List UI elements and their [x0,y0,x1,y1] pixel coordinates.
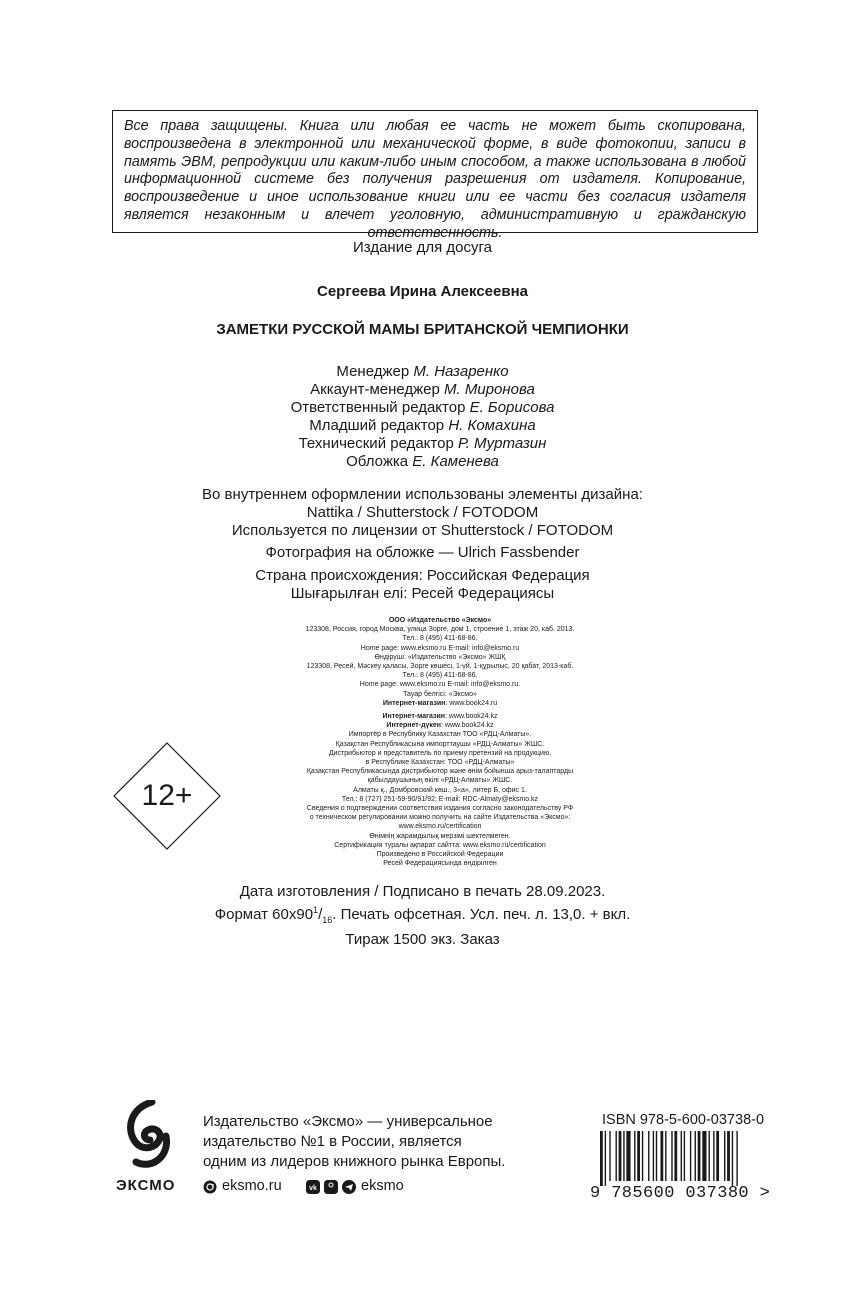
origin [0,567,845,603]
info-line: қабылдаушының өкілі «РДЦ-Алматы» ЖШС. [367,777,513,785]
barcode-bar [674,1131,677,1181]
publisher-name: ООО «Издательство «Эксмо» [388,617,492,624]
barcode-bar [732,1131,733,1186]
brand-name: ЭКСМО [116,1177,176,1194]
barcode-bar [698,1131,701,1181]
book-title: ЗАМЕТКИ РУССКОЙ МАМЫ БРИТАНСКОЙ ЧЕМПИОНКИ [216,321,629,338]
barcode-bar [665,1131,666,1181]
info-line: www.eksmo.ru/certification [398,823,482,831]
info-line: Алматы қ., Домбровский көш., 3«а», литер Б, офис 1. [353,786,527,794]
barcode-bar [695,1131,696,1181]
info-line: Тауар белгісі: «Эксмо» [403,690,477,698]
publisher-description [203,1112,505,1172]
description-line: Издательство «Эксмо» — универсальное [203,1113,493,1130]
info-line: Өндіруші: «Издательство «Эксмо» ЖШҚ [374,653,506,661]
description-line: одним из лидеров книжного рынка Европы. [203,1153,506,1170]
info-line: Произведено в Российской Федерации [376,851,504,859]
credit-line: Обложка Е. Каменева [346,453,499,470]
info-line: 123308, Россия, город Москва, улица Зорге, дом 1, строение 1, этаж 20, каб. 2013. [305,626,575,634]
info-line: 123308, Ресей, Мәскеу қаласы, Зорге көшесі, 1-үй, 1-құрылыс, 20 қабат, 2013-каб. [306,663,574,671]
barcode-bar [724,1131,725,1181]
barcode-bar [653,1131,654,1181]
credit-line: Младший редактор Н. Комахина [309,417,536,434]
svg-text:vk: vk [309,1185,317,1192]
barcode-bar [727,1131,730,1181]
eksmo-logo-icon [122,1100,174,1172]
print-date: Дата изготовления / Подписано в печать 28.09.2023. [239,883,606,900]
info-line: Сертификация туралы ақпарат сайтта: www.eksmo.ru/certification [334,841,546,849]
credit-line: Технический редактор Р. Муртазин [298,435,547,452]
info-line: Дистрибьютор и представитель по приему претензий на продукцию, [328,749,552,757]
barcode-bar [609,1131,610,1181]
info-line: Home page: www.eksmo.ru E-mail: info@eksmo.ru [360,644,520,652]
shop-kz2: Интернет-дүкен: www.book24.kz [386,722,494,730]
info-line: Өнімнің жарамдылық мерзімі шектелмеген. [369,832,511,840]
edition-type: Издание для досуга [353,239,492,256]
globe-icon [203,1180,217,1194]
credit-line: Аккаунт-менеджер М. Миронова [310,381,535,398]
design-credits [0,486,845,540]
shop-ru: Интернет-магазин: www.book24.ru [382,699,498,707]
info-line: Тел.: 8 (727) 251-59-90/91/92; E-mail: RDC-Almaty@eksmo.kz [341,795,539,803]
barcode-bar [736,1131,737,1186]
info-line: Импортёр в Республику Казахстан ТОО «РДЦ-Алматы». [348,731,532,739]
barcode-bar [671,1131,672,1181]
design-line: Nattika / Shutterstock / FOTODOM [306,504,539,521]
design-line: Используется по лицензии от Shutterstock / FOTODOM [231,522,614,539]
info-line: Қазақстан Республикасына импорттаушы «РДЦ-Алматы» ЖШС. [335,740,545,748]
cover-photo-credit: Фотография на обложке — Ulrich Fassbender [265,544,580,561]
print-info [0,882,845,949]
barcode-bar [623,1131,624,1181]
info-line: Тел.: 8 (495) 411-68-86. [402,635,478,643]
barcode-bar [619,1131,622,1181]
barcode-bar [716,1131,719,1181]
info-line: Тел.: 8 (495) 411-68-86. [402,672,478,680]
info-line: в Республике Казахстан: ТОО «РДЦ-Алматы» [365,759,515,767]
barcode-bar [637,1131,640,1181]
origin-line: Страна происхождения: Российская Федерация [255,567,590,584]
credit-line: Менеджер М. Назаренко [336,363,509,380]
social-handle[interactable]: eksmo [361,1178,404,1194]
barcode-bar [605,1131,606,1186]
info-line: Ресей Федерациясында өндірілген [383,860,497,868]
info-line: о техническом регулировании можно получить на сайте Издательства «Эксмо»: [309,814,571,822]
barcode-bar [642,1131,643,1181]
rights-notice-box [112,110,758,241]
origin-line: Шығарылған елі: Ресей Федерациясы [290,585,555,602]
isbn: ISBN 978-5-600-03738-0 [602,1112,765,1128]
design-line: Во внутреннем оформлении использованы элементы дизайна: [202,486,643,503]
social-icons [306,1180,356,1194]
barcode-bar [690,1131,691,1181]
barcode-bar [702,1131,706,1181]
shop-kz: Интернет-магазин: www.book24.kz [382,713,498,721]
info-line: Сведения о подтверждении соответствия издания согласно законодательству РФ [306,805,574,813]
barcode-bar [600,1131,603,1186]
publisher-info [260,616,620,868]
info-line: Home page: www.eksmo.ru E-mail: info@eksmo.ru. [359,681,521,689]
print-format: Формат $60x90^1/_{16}$. Печать офсетная. Усл. печ. л. 13,0. + вкл. [214,905,631,925]
barcode-digits: 9 785600 037380 > [590,1184,771,1203]
barcode-bar [634,1131,635,1181]
rights-notice: Все права защищены. Книга или любая ее часть не может быть скопирована, воспроизведена в электронной или механической форме, в виде фотокопии, записи в память ЭВМ, репродукции или каким-либо иным способом, а также использована в любой информационной системе без получения разрешения от издателя. Копирование, воспроизведение и иное использование книги или ее части без согласия издателя является незаконным и влечет уголовную, административную и гражданскую ответственность. [124,118,746,241]
author: Сергеева Ирина Алексеевна [316,283,528,300]
credits [0,363,845,471]
credit-line: Ответственный редактор Е. Борисова [290,399,555,416]
print-run: Тираж 1500 экз. Заказ [345,931,500,948]
barcode-bar [648,1131,649,1181]
barcode-bar [684,1131,685,1181]
barcode-bar [660,1131,663,1181]
barcode-bar [713,1131,714,1181]
barcode-bar [681,1131,682,1181]
barcode [600,1131,750,1186]
description-line: издательство №1 в России, является [203,1133,462,1150]
barcode-bar [709,1131,710,1181]
age-rating: 12+ [141,779,193,812]
barcode-bar [616,1131,617,1181]
info-line: Қазақстан Республикасында дистрибьютор және өнім бойынша арыз-талаптарды [306,768,574,776]
barcode-bar [626,1131,630,1181]
site-link[interactable]: eksmo.ru [222,1178,282,1194]
barcode-bar [656,1131,657,1181]
